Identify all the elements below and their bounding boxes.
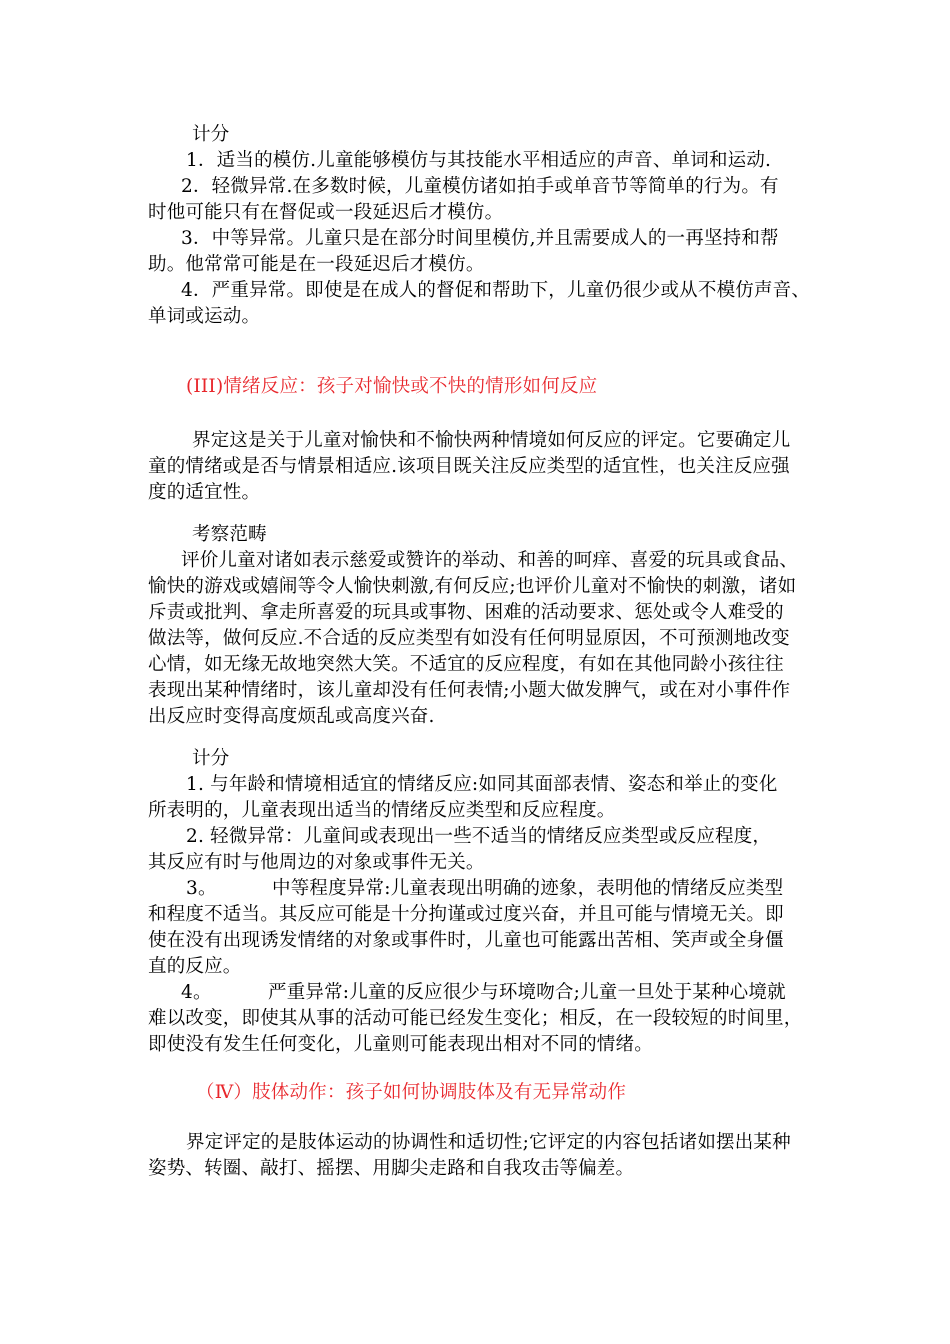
scoring-item-4-number: 4。 (181, 982, 212, 1003)
scoring-item-4-cont: 难以改变，即使其从事的活动可能已经发生变化；相反，在一段较短的时间里， (148, 1008, 803, 1029)
scoring-item-1-cont: 所表明的，儿童表现出适当的情绪反应类型和反应程度。 (148, 800, 616, 821)
scoring-item-2: 2. 轻微异常：儿童间或表现出一些不适当的情绪反应类型或反应程度， (186, 826, 772, 847)
scoring-item-2-cont: 时他可能只有在督促或一段延迟后才模仿。 (148, 202, 504, 223)
scoring-item-1: 1. 与年龄和情境相适宜的情绪反应:如同其面部表情、姿态和举止的变化 (186, 774, 778, 795)
scope-title: 考察范畴 (192, 524, 267, 545)
scoring-item-3: 中等程度异常:儿童表现出明确的迹象，表明他的情绪反应类型 (272, 878, 784, 899)
scoring-item-2: 2．轻微异常.在多数时候，儿童模仿诸如拍手或单音节等简单的行为。有 (181, 176, 779, 197)
scoring-item-4: 4．严重异常。即使是在成人的督促和帮助下，儿童仍很少或从不模仿声音、 (181, 280, 811, 301)
scoring-item-3-cont: 使在没有出现诱发情绪的对象或事件时，儿童也可能露出苦相、笑声或全身僵 (148, 930, 784, 951)
scoring-item-3-cont: 直的反应。 (148, 956, 242, 977)
section-heading-emotional-response: (III)情绪反应：孩子对愉快或不快的情形如何反应 (186, 376, 598, 397)
scope-paragraph-line: 出反应时变得高度烦乱或高度兴奋. (148, 706, 435, 727)
scoring-title: 计分 (192, 124, 230, 145)
scope-paragraph-line: 表现出某种情绪时，该儿童却没有任何表情;小题大做发脾气，或在对小事件作 (148, 680, 791, 701)
scope-paragraph-line: 愉快的游戏或嬉闹等令人愉快刺激,有何反应;也评价儿童对不愉快的刺激，诸如 (148, 576, 797, 597)
scoring-item-2-cont: 其反应有时与他周边的对象或事件无关。 (148, 852, 485, 873)
definition-paragraph-line: 姿势、转圈、敲打、摇摆、用脚尖走路和自我攻击等偏差。 (148, 1158, 635, 1179)
scoring-item-4-cont: 即使没有发生任何变化，儿童则可能表现出相对不同的情绪。 (148, 1034, 653, 1055)
scoring-item-3-number: 3。 (186, 878, 217, 899)
scope-paragraph-line: 做法等，做何反应.不合适的反应类型有如没有任何明显原因，不可预测地改变 (148, 628, 790, 649)
scoring-item-3-cont: 助。他常常可能是在一段延迟后才模仿。 (148, 254, 485, 275)
scope-paragraph: 评价儿童对诸如表示慈爱或赞许的举动、和善的呵痒、喜爱的玩具或食品、 (181, 550, 799, 571)
scoring-item-3-cont: 和程度不适当。其反应可能是十分拘谨或过度兴奋，并且可能与情境无关。即 (148, 904, 784, 925)
scoring-title: 计分 (192, 748, 230, 769)
scoring-item-1: 1．适当的模仿.儿童能够模仿与其技能水平相适应的声音、单词和运动. (186, 150, 772, 171)
scoring-item-3: 3．中等异常。儿童只是在部分时间里模仿,并且需要成人的一再坚持和帮 (181, 228, 779, 249)
definition-paragraph: 界定这是关于儿童对愉快和不愉快两种情境如何反应的评定。它要确定儿 (192, 430, 791, 451)
scope-paragraph-line: 斥责或批判、拿走所喜爱的玩具或事物、困难的活动要求、惩处或令人难受的 (148, 602, 784, 623)
definition-paragraph: 界定评定的是肢体运动的协调性和适切性;它评定的内容包括诸如摆出某种 (186, 1132, 791, 1153)
definition-paragraph-line: 童的情绪或是否与情景相适应.该项目既关注反应类型的适宜性，也关注反应强 (148, 456, 790, 477)
section-heading-body-movement: （Ⅳ）肢体动作：孩子如何协调肢体及有无异常动作 (196, 1082, 627, 1103)
definition-paragraph-line: 度的适宜性。 (148, 482, 261, 503)
scoring-item-4-cont: 单词或运动。 (148, 306, 261, 327)
scope-paragraph-line: 心情，如无缘无故地突然大笑。不适宜的反应程度，有如在其他同龄小孩往往 (148, 654, 784, 675)
scoring-item-4: 严重异常:儿童的反应很少与环境吻合;儿童一旦处于某种心境就 (268, 982, 786, 1003)
